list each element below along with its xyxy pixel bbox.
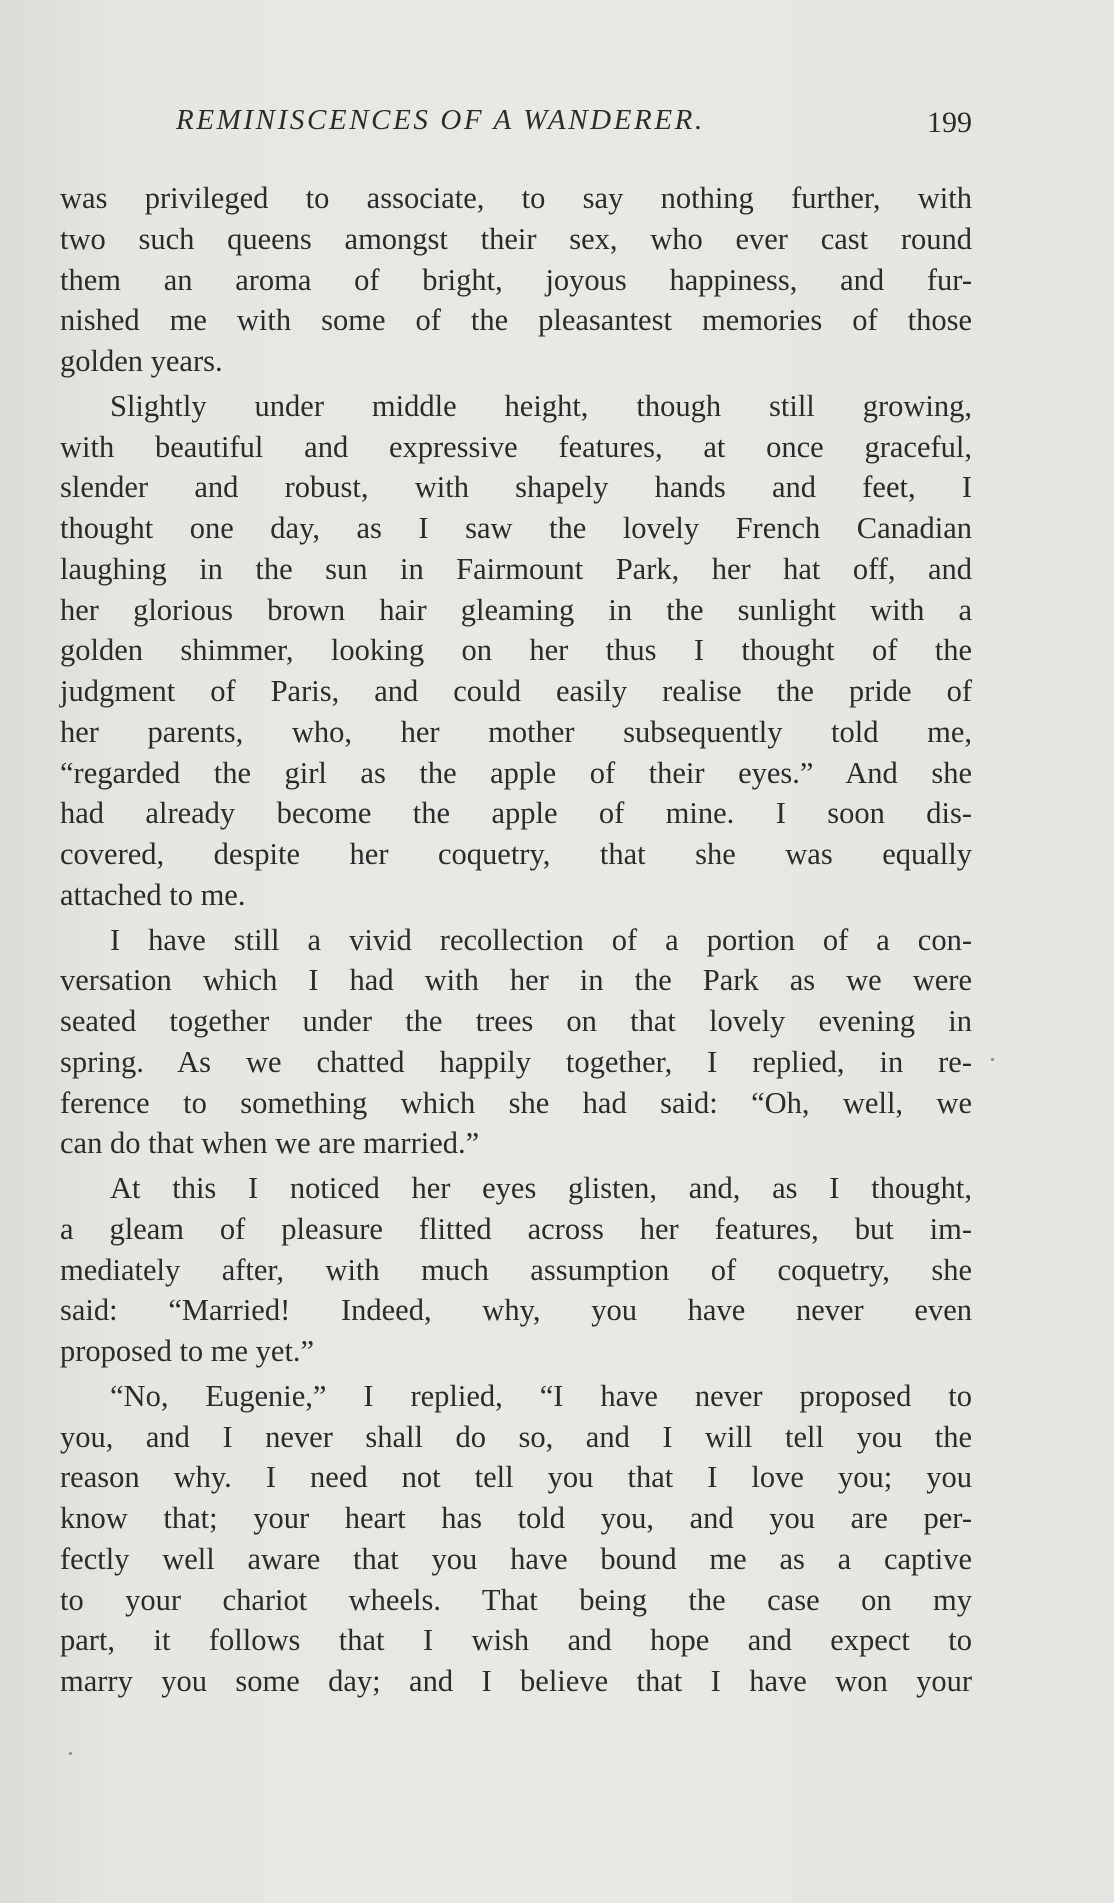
text-line: covered, despite her coquetry, that she was equally	[60, 837, 972, 871]
text-line: her parents, who, her mother subsequently told me,	[60, 714, 972, 749]
text-line: said: “Married! Indeed, why, you have never even	[60, 1293, 972, 1328]
text-line: spring. As we chatted happily together, I replied, in re-	[60, 1044, 972, 1079]
text-line: mediately after, with much assumption of coquetry, she	[60, 1252, 972, 1287]
paper-speck	[991, 1058, 994, 1061]
text-line: attached to me.	[60, 877, 246, 912]
text-line: golden years.	[60, 344, 223, 378]
text-line: with beautiful and expressive features, at once graceful,	[60, 429, 972, 464]
text-line: two such queens amongst their sex, who ever cast round	[60, 221, 972, 256]
text-line: golden shimmer, looking on her thus I thought of the	[60, 633, 972, 668]
text-line: you, and I never shall do so, and I will tell you the	[60, 1419, 972, 1454]
text-line: proposed to me yet.”	[60, 1334, 315, 1368]
text-line: “regarded the girl as the apple of their eyes.” And she	[60, 755, 972, 790]
paragraph-4	[60, 1168, 972, 1372]
text-line: seated together under the trees on that lovely evening in	[60, 1004, 972, 1038]
text-line: At this I noticed her eyes glisten, and, as I thought,	[110, 1171, 972, 1205]
text-line: reason why. I need not tell you that I love you; you	[60, 1460, 972, 1495]
text-line: a gleam of pleasure flitted across her features, but im-	[60, 1211, 972, 1246]
page-number: 199	[927, 106, 972, 139]
text-line: fectly well aware that you have bound me as a captive	[60, 1541, 972, 1576]
text-line: can do that when we are married.”	[60, 1126, 480, 1161]
text-line: ference to something which she had said: “Oh, well, we	[60, 1085, 972, 1120]
text-line: Slightly under middle height, though still growing,	[110, 388, 972, 423]
text-line: had already become the apple of mine. I soon dis-	[60, 796, 972, 831]
paragraph-2	[60, 386, 972, 916]
text-line: thought one day, as I saw the lovely French Canadian	[60, 511, 972, 545]
running-head	[60, 104, 972, 154]
text-line: judgment of Paris, and could easily realise the pride of	[60, 674, 972, 708]
text-line: her glorious brown hair gleaming in the sunlight with a	[60, 592, 972, 627]
text-line: slender and robust, with shapely hands and feet, I	[60, 470, 972, 505]
text-line: nished me with some of the pleasantest memories of those	[60, 303, 972, 338]
text-line: to your chariot wheels. That being the case on my	[60, 1582, 972, 1617]
text-line: know that; your heart has told you, and you are per-	[60, 1501, 972, 1535]
text-line: part, it follows that I wish and hope and expect to	[60, 1623, 972, 1658]
paragraph-5	[60, 1376, 972, 1702]
text-line: was privileged to associate, to say nothing further, with	[60, 181, 972, 215]
text-line: marry you some day; and I believe that I have won your	[60, 1664, 972, 1698]
text-line: laughing in the sun in Fairmount Park, her hat off, and	[60, 551, 972, 586]
paragraph-3	[60, 920, 972, 1165]
running-title: REMINISCENCES OF A WANDERER.	[176, 104, 705, 136]
paragraph-1	[60, 178, 972, 382]
text-line: I have still a vivid recollection of a portion of a con-	[110, 922, 972, 957]
text-line: them an aroma of bright, joyous happiness, and fur-	[60, 262, 972, 297]
paper-speck	[69, 1752, 72, 1755]
text-line: “No, Eugenie,” I replied, “I have never proposed to	[110, 1378, 972, 1413]
body-text	[60, 178, 972, 1702]
text-line: versation which I had with her in the Park as we were	[60, 963, 972, 998]
